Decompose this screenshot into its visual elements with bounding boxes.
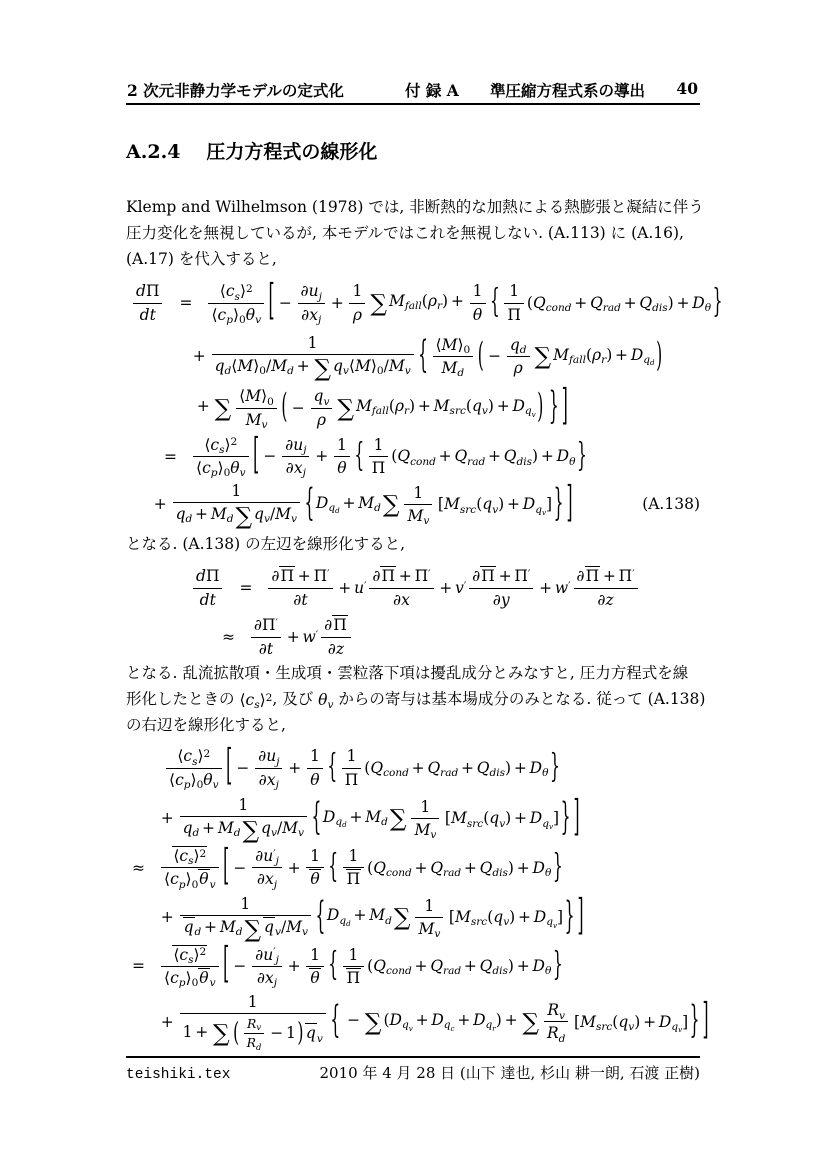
equation-relation: = [239,579,253,597]
equation-relation: = [179,294,193,312]
text-line: 形化したときの $⟨c_s⟩^2$ , 及び $\theta_v$ からの寄与は基本場成分のみとなる. 従って (A.138) [126,690,706,712]
text-line: Klemp and Wilhelmson (1978) では, 非断熱的な加熱による熱膨張と凝結に伴う [126,198,704,216]
section-heading [126,137,377,164]
section-title: 圧力方程式の線形化 [206,141,378,163]
delimiter: [ [223,841,230,891]
equation-row [126,794,700,843]
text-line: の右辺を線形化すると, [126,716,286,734]
delimiter: ) [537,386,544,427]
equation-row [126,991,709,1053]
text-line: 圧力変化を無視しているが, 本モデルではこれを無視しない. (A.113) に (A.16), [126,224,684,242]
equation-row [126,383,700,433]
delimiter: { [354,436,365,474]
delimiter: } [553,481,564,525]
equation-lhs: $\frac{d\Pi}{dt}$ [130,280,165,325]
equation-lhs-linearized [126,562,700,660]
footer-date-authors: 2010 年 4 月 28 日 (山下 達也, 杉山 耕一朗, 石渡 正樹) [319,1064,700,1082]
equation-expression: + $\frac{1}{q_d⟨M⟩_0/M_d + \sum q_v⟨M⟩_0/M_v}$ { $\frac{⟨M⟩_0}{M_d}$ ( − $\frac{q_d}{\rho}$ ∑ $M_{fall}(\rho_r) + D_{q_d}$ ) [192,333,663,382]
equation-expression: $\frac{⟨c_s⟩^2}{⟨c_p⟩_0\theta_v}$ [ − $\frac{\partial u_j}{\partial x_j}$ + $\frac{1}{\theta}$ { $\frac{1}{\Pi}$ $(Q_{cond} + Q_{rad} + Q_{dis}) + D_\theta$ } [190,434,588,479]
delimiter: { [304,481,315,525]
equation-expression: + 1 1 + ∑ ( $\frac{R_v}{R_d}$ − 1 ) $q_v$ { − ∑ $(D_{q_v} + D_{q_c} + D_{q_r})$ + ∑ $\frac{R_v}{R_d}$ $[M_{src}(q_v) + D_{q_v}]$ } ] [160,992,709,1052]
delimiter: } [689,998,700,1042]
equation-row [126,480,700,529]
header-appendix-title: 準圧縮方程式系の導出 [490,81,646,100]
equation-row [126,614,700,660]
equation-relation: ≈ [132,858,145,877]
delimiter: ] [561,381,568,431]
equation-row [126,430,700,480]
equation-number-tag: (A.138) [642,495,700,514]
delimiter: { [418,333,429,377]
footer-filename: teishiki.tex [126,1067,231,1083]
equation-expression: $\frac{\partial\Pi'}{\partial t}$ + w′ $\frac{\partial\Pi}{\partial z}$ [248,614,354,659]
delimiter: { [330,998,341,1042]
footer-rule [126,1056,700,1058]
section-number: A.2.4 [126,141,181,163]
delimiter: [ [268,276,275,326]
equation-row [126,276,723,330]
delimiter: [ [223,939,230,989]
delimiter: { [315,893,326,938]
header-rule [126,103,700,105]
delimiter: } [549,747,560,786]
equation-expression: $\frac{\partial\Pi + \Pi'}{\partial t}$ + u′ $\frac{\partial\Pi + \Pi'}{\partial x}$ + v′ $\frac{\partial\Pi + \Pi'}{\partial y}$ + w′ $\frac{\partial\Pi + \Pi'}{\partial z}$ [265,565,640,610]
equation-expression: $\frac{⟨c_s⟩^2}{⟨c_p⟩_0\theta_v}$ [ − $\frac{\partial u'_j}{\partial x_j}$ + $\frac{1}{\theta}$ { $\frac{1}{\Pi}$ $(Q_{cond} + Q_{rad} + Q_{dis}) + D_\theta$ } [158,944,564,989]
header-appendix-label: 付 録 A [405,81,459,100]
delimiter: { [328,945,339,984]
equation-a138 [126,276,723,530]
page-header [126,79,700,101]
equation-row [126,742,700,794]
delimiter: ] [702,995,709,1045]
page-footer [126,1062,700,1083]
equation-expression: $\frac{⟨c_s⟩^2}{⟨c_p⟩_0\theta_v}$ [ − $\frac{\partial u'_j}{\partial x_j}$ + $\frac{1}{\theta}$ { $\frac{1}{\Pi}$ $(Q_{cond} + Q_{rad} + Q_{dis}) + D_\theta$ } [158,845,564,890]
delimiter: ( [477,335,484,375]
equation-expression: $\frac{⟨c_s⟩^2}{⟨c_p⟩_0\theta_v}$ [ − $\frac{\partial u_j}{\partial x_j}$ + $\frac{1}{\rho}$ ∑ $M_{fall}(\rho_r)$ + $\frac{1}{\theta}$ { $\frac{1}{\Pi}$ $(Q_{cond} + Q_{rad} + Q_{dis}) + D_\theta$ } [205,280,723,325]
delimiter: } [564,893,575,938]
equation-expression: + $\frac{1}{q_d + M_d\sum q_v/M_v}$ { $D_{q_d} + M_d\sum$ $\frac{1}{M_v}$ $[M_{src}(q_v) + D_{q_v}]$ } ] [160,890,584,943]
delimiter: ( [281,386,288,427]
delimiter: } [712,282,723,321]
equation-row [126,330,700,383]
equation-row [126,890,700,943]
delimiter: { [311,795,322,839]
header-section-title: 2 次元非静力学モデルの定式化 [127,81,344,100]
delimiter: [ [226,741,233,791]
delimiter: ] [566,478,573,527]
delimiter: ( [233,1016,240,1048]
text-line: (A.17) を代入すると, [126,250,277,268]
equation-lhs: $\frac{d\Pi}{dt}$ [190,565,225,610]
delimiter: } [576,436,587,474]
delimiter: } [552,945,563,984]
delimiter: ) [656,335,663,375]
delimiter: ] [573,792,580,841]
equation-row [126,843,700,893]
delimiter: { [490,282,500,321]
paragraph-lhs-linearize [126,531,706,557]
delimiter: { [327,747,338,786]
equation-expression: + ∑ $\frac{⟨M⟩_0}{M_v}$ ( − $\frac{q_v}{\rho}$ ∑ $M_{fall}(\rho_r) + M_{src}(q_v) + D_{q_v}$ ) } ] [196,381,568,431]
equation-relation: ≈ [222,628,235,646]
delimiter: [ [253,430,260,479]
header-page-number: 40 [676,79,698,98]
paragraph-rhs-linearize [126,660,706,738]
delimiter: ) [297,1016,304,1048]
delimiter: } [552,847,563,886]
equation-expression: + $\frac{1}{q_d + M_d\sum q_v/M_v}$ { $D_{q_d} + M_d\sum$ $\frac{1}{M_v}$ $[M_{src}(q_v) + D_{q_v}]$ } ] [160,792,580,844]
delimiter: } [560,795,571,839]
equation-relation: = [164,447,177,466]
equation-rhs-linearized [126,741,709,1053]
paragraph-intro [126,194,706,272]
delimiter: ] [577,890,584,940]
equation-expression: $\frac{⟨c_s⟩^2}{⟨c_p⟩_0\theta_v}$ [ − $\frac{\partial u_j}{\partial x_j}$ + $\frac{1}{\theta}$ { $\frac{1}{\Pi}$ $(Q_{cond} + Q_{rad} + Q_{dis}) + D_\theta$ } [163,745,561,790]
text-line: となる. (A.138) の左辺を線形化すると, [126,535,406,553]
equation-expression: + $\frac{1}{q_d + M_d\sum q_v/M_v}$ { $D_{q_d} + M_d\sum$ $\frac{1}{M_v}$ $[M_{src}(q_v) + D_{q_v}]$ } ] [153,478,573,530]
text-line: となる. 乱流拡散項・生成項・雲粒落下項は擾乱成分とみなすと, 圧力方程式を線 [126,664,689,682]
delimiter: { [328,847,339,886]
equation-row [126,939,700,991]
equation-row [126,562,700,614]
delimiter: } [548,384,559,428]
equation-relation: = [132,957,145,976]
